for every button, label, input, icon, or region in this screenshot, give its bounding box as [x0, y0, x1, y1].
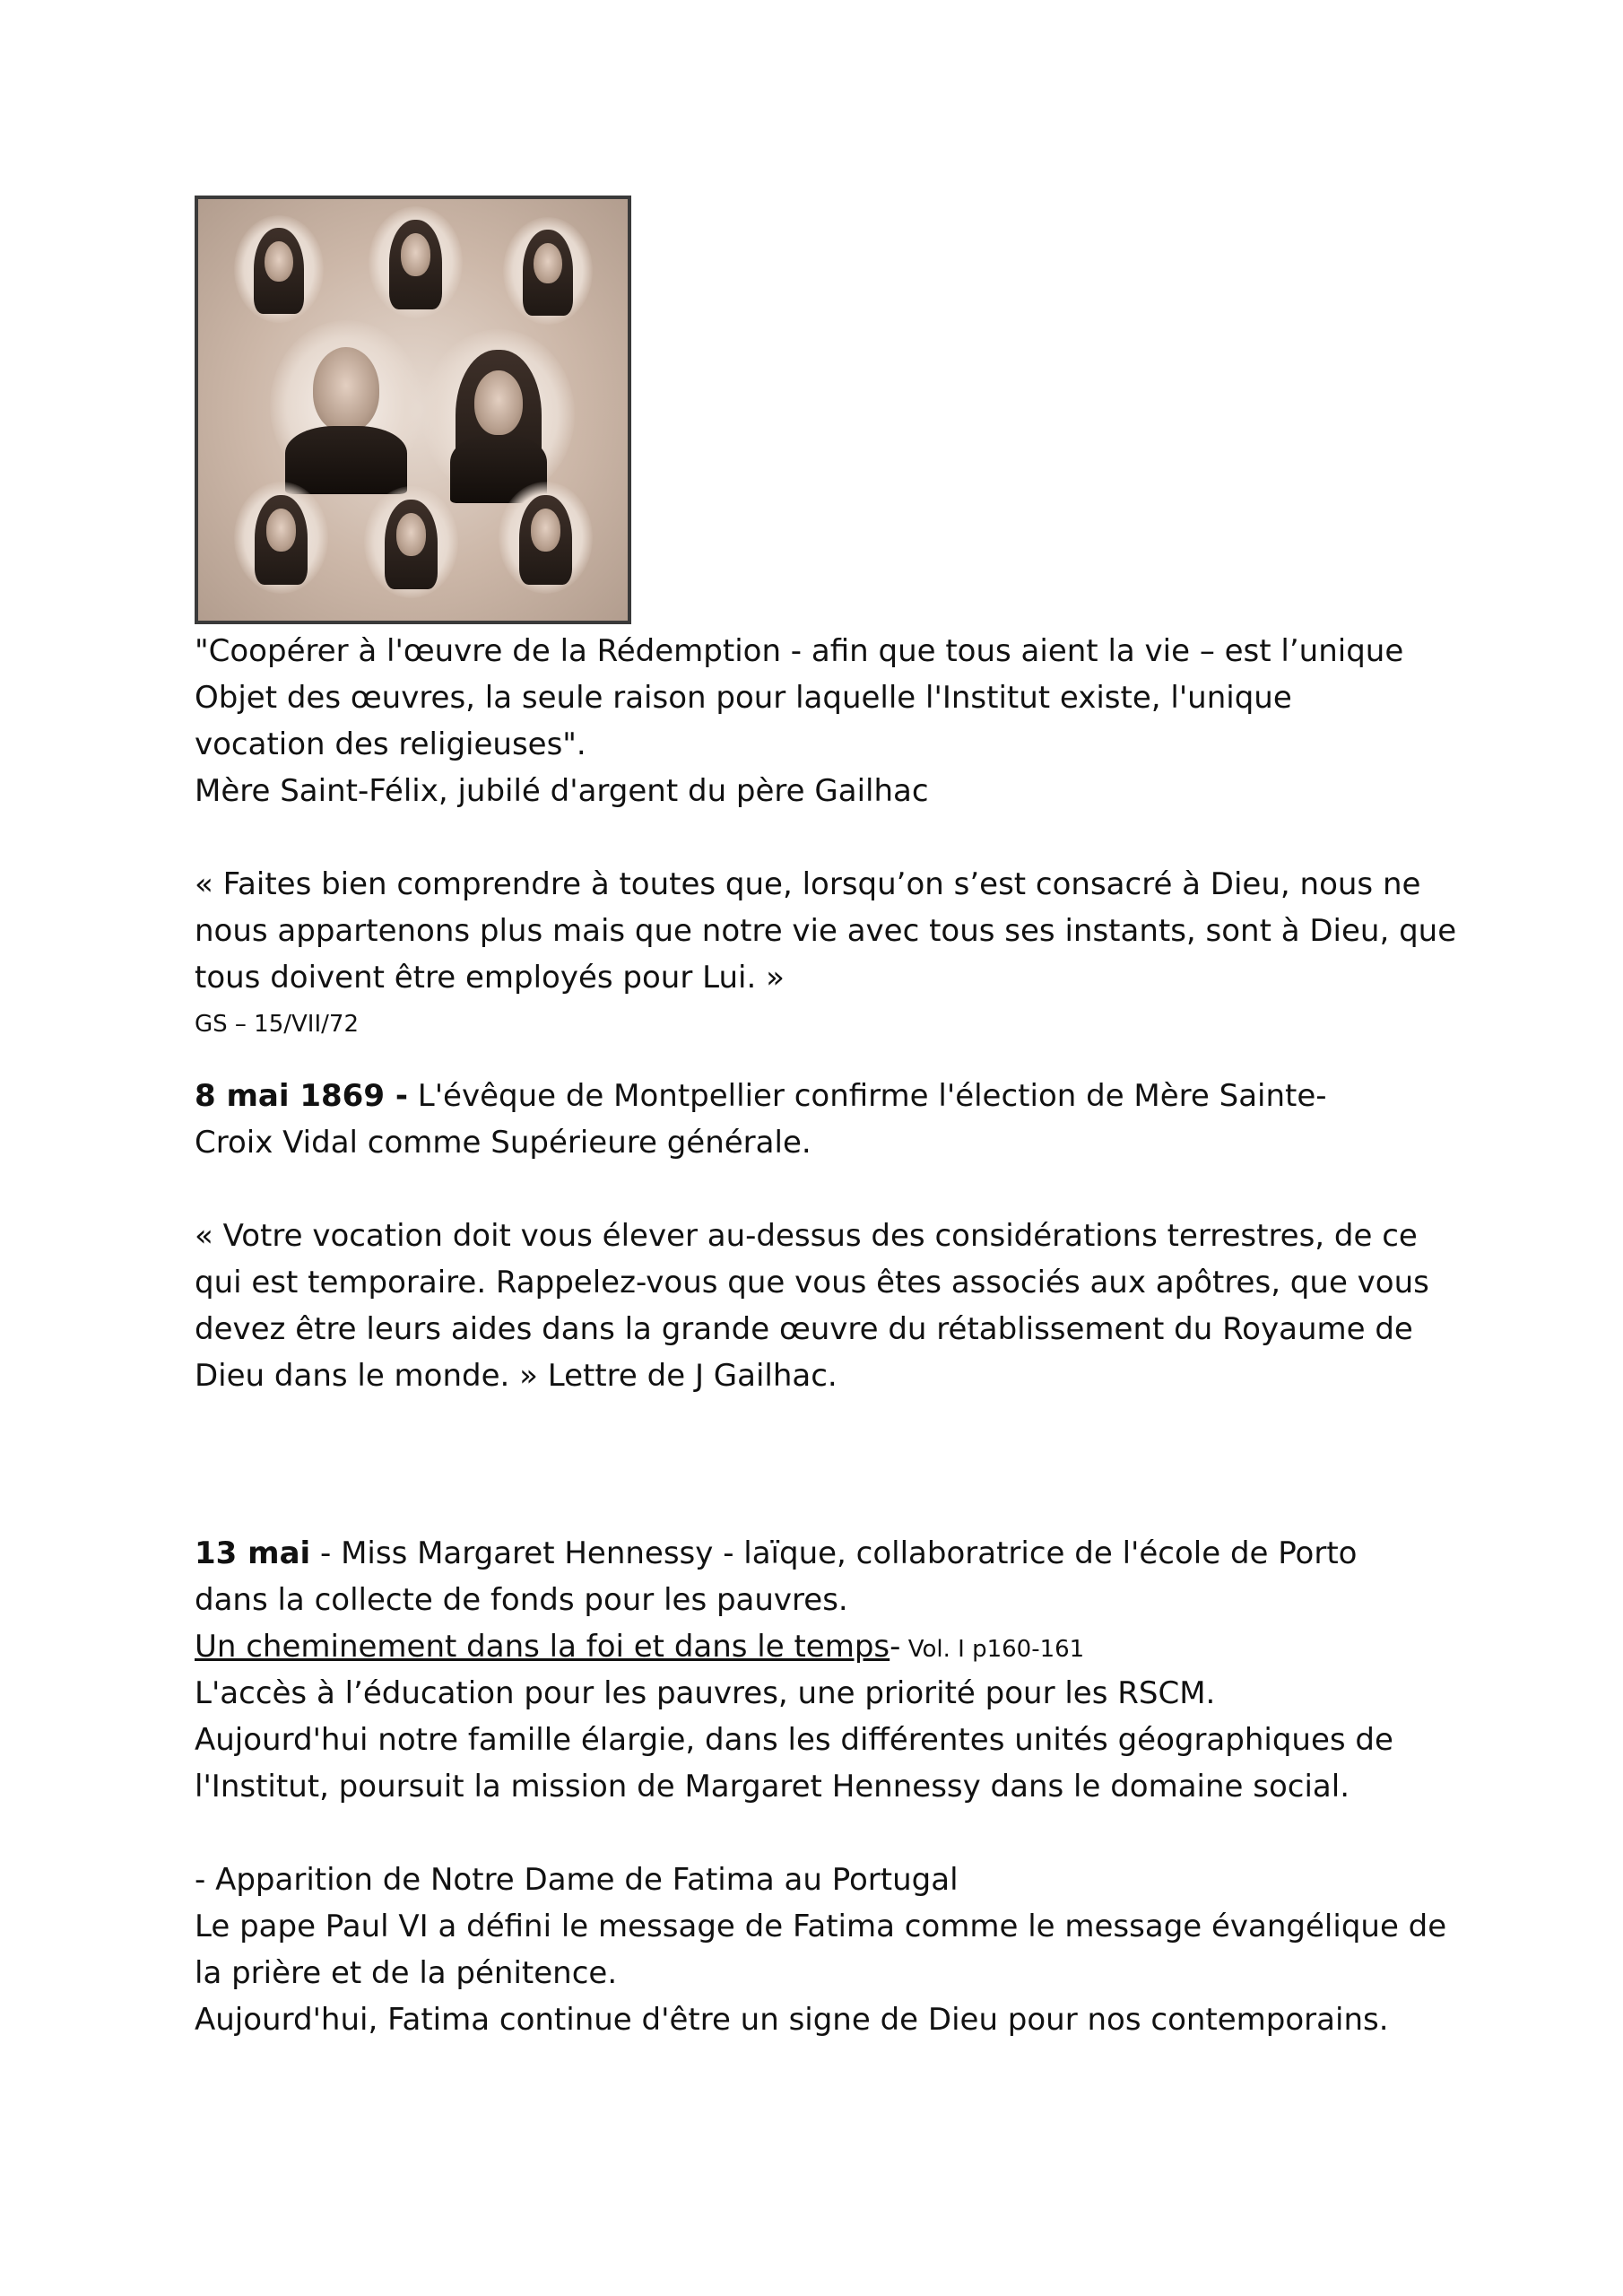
quote-line: "Coopérer à l'œuvre de la Rédemption - afin que tous aient la vie – est l’unique: [195, 633, 1404, 669]
portrait-nun-top-left: [234, 215, 324, 323]
fatima-line: Le pape Paul VI a défini le message de Fatima comme le message évangélique de: [195, 1909, 1447, 1944]
entry-text-line: Aujourd'hui notre famille élargie, dans les différentes unités géographiques de: [195, 1722, 1393, 1758]
entry-text-line: dans la collecte de fonds pour les pauvres.: [195, 1582, 848, 1618]
entry-date: 13 mai: [195, 1535, 311, 1571]
quote-line: nous appartenons plus mais que notre vie avec tous ses instants, sont à Dieu, que: [195, 913, 1457, 949]
portrait-father-gailhac: [270, 320, 422, 491]
entry-8-mai: [195, 1073, 1327, 1119]
entry-text-line: Croix Vidal comme Supérieure générale.: [195, 1125, 812, 1161]
quote-line: « Votre vocation doit vous élever au-dessus des considérations terrestres, de ce: [195, 1218, 1418, 1254]
entry-text: L'évêque de Montpellier confirme l'élection de Mère Sainte-: [407, 1078, 1327, 1114]
entry-date: 8 mai 1869 -: [195, 1078, 408, 1114]
book-dash: -: [890, 1629, 901, 1665]
entry-text-line: l'Institut, poursuit la mission de Margaret Hennessy dans le domaine social.: [195, 1769, 1350, 1805]
quote-line: Objet des œuvres, la seule raison pour laquelle l'Institut existe, l'unique: [195, 680, 1292, 716]
portrait-nun-top-right: [503, 217, 593, 325]
quote-line: « Faites bien comprendre à toutes que, lorsqu’on s’est consacré à Dieu, nous ne: [195, 866, 1421, 902]
quote-line: qui est temporaire. Rappelez-vous que vous êtes associés aux apôtres, que vous: [195, 1265, 1429, 1300]
portrait-nun-top-center: [369, 206, 463, 318]
quote-line: tous doivent être employés pour Lui. »: [195, 960, 785, 996]
fatima-line: la prière et de la pénitence.: [195, 1955, 618, 1991]
book-title: Un cheminement dans la foi et dans le temps: [195, 1629, 890, 1665]
quote-line: vocation des religieuses".: [195, 726, 586, 762]
entry-text-line: L'accès à l’éducation pour les pauvres, une priorité pour les RSCM.: [195, 1675, 1216, 1711]
book-reference-line: [195, 1623, 1084, 1673]
entry-text: - Miss Margaret Hennessy - laïque, collaboratrice de l'école de Porto: [310, 1535, 1358, 1571]
fatima-line: Aujourd'hui, Fatima continue d'être un signe de Dieu pour nos contemporains.: [195, 2002, 1389, 2038]
founders-photo-collage: [195, 196, 631, 624]
fatima-line: - Apparition de Notre Dame de Fatima au Portugal: [195, 1862, 959, 1898]
quote-line: Dieu dans le monde. » Lettre de J Gailhac.: [195, 1358, 838, 1394]
book-volume-ref: Vol. I p160-161: [900, 1636, 1085, 1663]
portrait-nun-bottom-left: [234, 482, 328, 594]
portrait-nun-bottom-center: [364, 486, 458, 598]
portrait-nun-bottom-right: [499, 482, 593, 594]
quote-reference: GS – 15/VII/72: [195, 1011, 359, 1038]
entry-13-mai: [195, 1530, 1357, 1577]
quote-attribution: Mère Saint-Félix, jubilé d'argent du père Gailhac: [195, 773, 929, 809]
quote-line: devez être leurs aides dans la grande œuvre du rétablissement du Royaume de: [195, 1311, 1413, 1347]
portrait-mother-saint-felix: [422, 329, 575, 500]
